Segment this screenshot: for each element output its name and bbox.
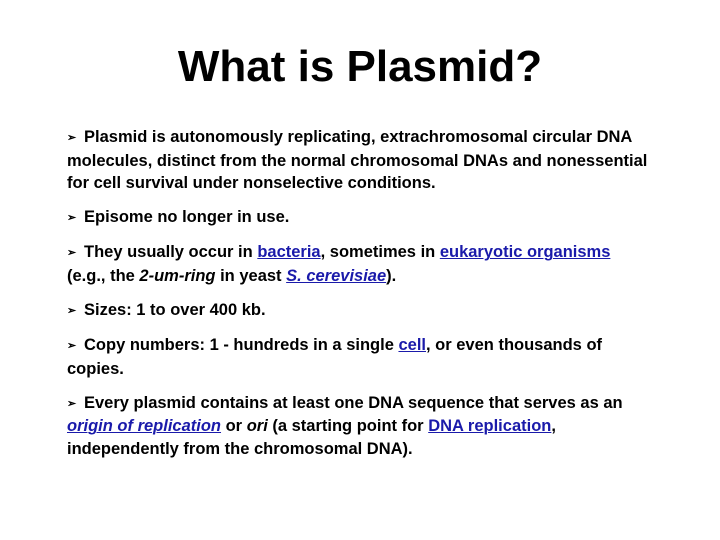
slide-title: What is Plasmid? (177, 42, 543, 91)
bullet-text: , or even thousands of copies. (67, 336, 603, 378)
wiki-link[interactable]: S. cerevisiae (286, 266, 387, 285)
bullet-arrow-icon: ➢ (67, 212, 77, 225)
bullet-text: 2-um-ring (139, 266, 216, 285)
bullet-arrow-icon: ➢ (67, 247, 77, 260)
bullet-text: in yeast (215, 266, 287, 285)
bullet-text: Episome no longer in use. (84, 208, 290, 227)
bullet-text: Plasmid is autonomously replicating, extrachromosomal circular DNA molecules, distinct from the normal chromosomal DNAs and nonessential for cell survival under nonselective conditions. (67, 128, 648, 193)
bullet-item (67, 126, 652, 195)
bullet-text: ). (386, 266, 397, 285)
bullet-arrow-icon: ➢ (67, 397, 77, 410)
bullet-text: , independently from the chromosomal DNA). (67, 417, 556, 459)
bullet-arrow-icon: ➢ (67, 132, 77, 144)
wiki-link[interactable]: DNA replication (428, 417, 552, 436)
bullet-text: Copy numbers: 1 - hundreds in a single (84, 336, 399, 355)
bullet-item (67, 299, 652, 323)
wiki-link[interactable]: bacteria (257, 243, 321, 262)
wiki-link[interactable]: cell (398, 336, 426, 355)
bullet-text: They usually occur in (84, 243, 258, 262)
bullet-text: Every plasmid contains at least one DNA sequence that serves as an (84, 393, 623, 412)
bullet-arrow-icon: ➢ (67, 340, 77, 353)
bullet-list (67, 126, 652, 472)
bullet-item (67, 334, 652, 380)
bullet-text: Sizes: 1 to over 400 kb. (84, 301, 266, 320)
bullet-text: or (221, 417, 247, 436)
wiki-link[interactable]: origin of replication (67, 417, 222, 436)
wiki-link[interactable]: eukaryotic organisms (439, 243, 611, 262)
bullet-item (67, 206, 652, 230)
bullet-item (67, 392, 652, 461)
bullet-arrow-icon: ➢ (67, 305, 77, 318)
bullet-text: ori (246, 417, 268, 436)
bullet-text: , sometimes in (320, 243, 440, 262)
bullet-text: (e.g., the (67, 266, 140, 285)
bullet-item (67, 241, 652, 287)
bullet-text: (a starting point for (267, 417, 429, 436)
